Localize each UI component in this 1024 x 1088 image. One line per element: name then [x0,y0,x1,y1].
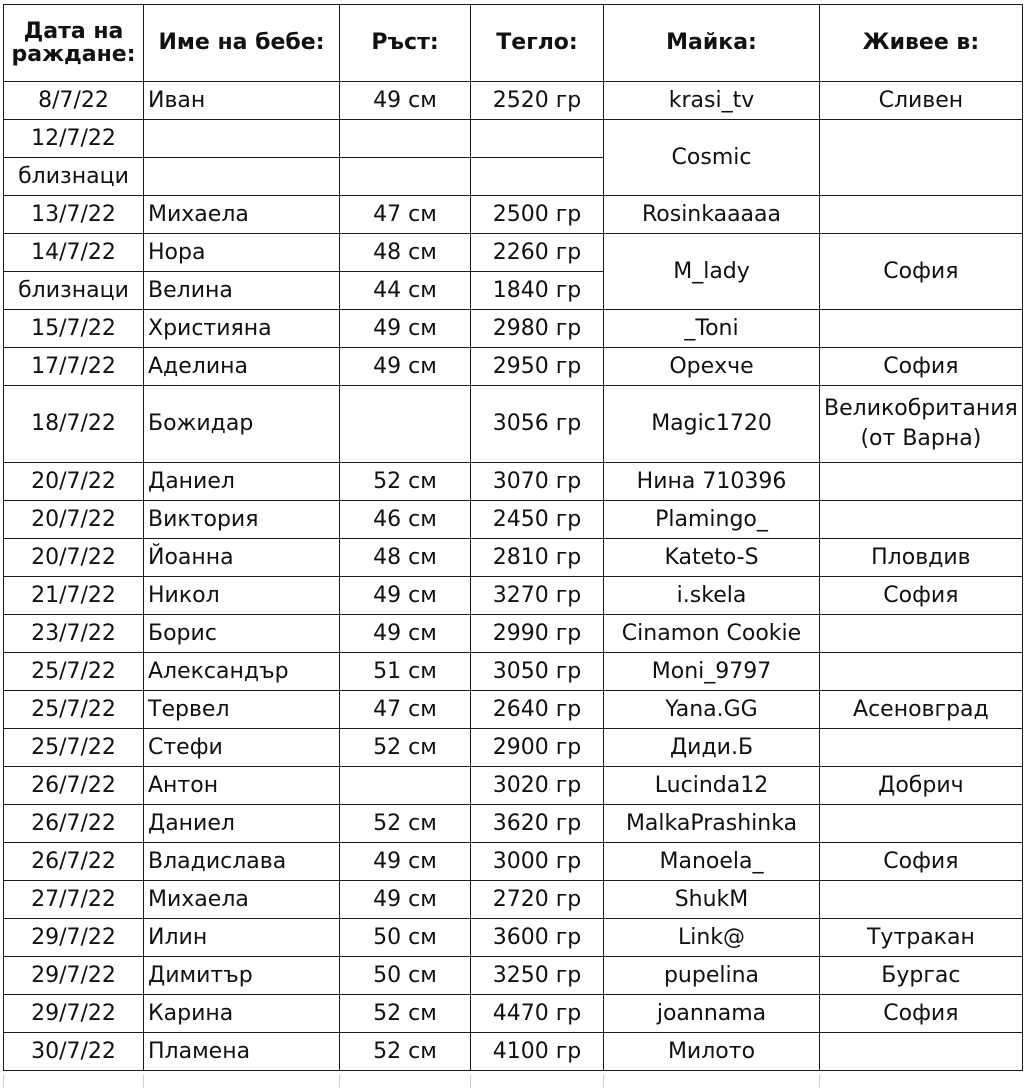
cell-weight[interactable]: 1840 гр [471,272,604,310]
cell-mother[interactable]: Нина 710396 [604,463,820,501]
cell-weight[interactable] [471,120,604,158]
cell-name[interactable]: Нора [144,234,340,272]
cell-mother[interactable]: Plamingo_ [604,501,820,539]
cell-city[interactable] [820,615,1023,653]
cell-name[interactable]: Владислава [144,843,340,881]
cell-height[interactable] [340,386,471,463]
cell-height[interactable]: 50 см [340,919,471,957]
table-row [4,995,1023,1033]
gridline [603,1075,604,1088]
cell-date[interactable]: близнаци [4,158,144,196]
cell-weight[interactable]: 3020 гр [471,767,604,805]
cell-city[interactable]: Тутракан [820,919,1023,957]
cell-weight[interactable]: 2720 гр [471,881,604,919]
cell-city-merged[interactable] [820,120,1023,196]
cell-weight[interactable]: 3250 гр [471,957,604,995]
cell-name[interactable]: Пламена [144,1033,340,1071]
gridline [143,1075,144,1088]
cell-city[interactable] [820,653,1023,691]
cell-city[interactable] [820,463,1023,501]
cell-height[interactable]: 52 см [340,729,471,767]
gridline [470,1075,471,1088]
cell-height[interactable]: 47 см [340,196,471,234]
cell-date[interactable]: 8/7/22 [4,82,144,120]
cell-height[interactable]: 49 см [340,577,471,615]
table-row [4,386,1023,463]
cell-name[interactable]: Виктория [144,501,340,539]
cell-weight[interactable]: 2260 гр [471,234,604,272]
cell-name[interactable]: Йоанна [144,539,340,577]
header-weight[interactable]: Тегло: [471,5,604,82]
cell-date[interactable]: 17/7/22 [4,348,144,386]
cell-date[interactable]: 13/7/22 [4,196,144,234]
table-row [4,729,1023,767]
table-row [4,653,1023,691]
cell-height[interactable]: 52 см [340,463,471,501]
cell-weight[interactable]: 2810 гр [471,539,604,577]
cell-weight[interactable]: 3050 гр [471,653,604,691]
cell-city[interactable]: Бургас [820,957,1023,995]
gridline [819,1075,820,1088]
cell-city[interactable]: Пловдив [820,539,1023,577]
cell-date[interactable]: 30/7/22 [4,1033,144,1071]
cell-date[interactable]: 26/7/22 [4,767,144,805]
table-row [4,196,1023,234]
cell-weight[interactable]: 4470 гр [471,995,604,1033]
cell-name[interactable] [144,120,340,158]
table-row [4,691,1023,729]
cell-city[interactable] [820,729,1023,767]
cell-name[interactable]: Никол [144,577,340,615]
table-row [4,82,1023,120]
cell-city[interactable]: Великобритания (от Варна) [820,386,1023,463]
cell-mother[interactable]: joannama [604,995,820,1033]
cell-height[interactable]: 52 см [340,1033,471,1071]
cell-name[interactable]: Михаела [144,196,340,234]
cell-weight[interactable]: 2990 гр [471,615,604,653]
cell-mother[interactable]: Rosinkaaaaa [604,196,820,234]
cell-date[interactable]: 25/7/22 [4,653,144,691]
cell-date[interactable]: 29/7/22 [4,995,144,1033]
cell-date[interactable]: 27/7/22 [4,881,144,919]
cell-height[interactable]: 49 см [340,82,471,120]
cell-height[interactable]: 49 см [340,348,471,386]
cell-mother[interactable]: pupelina [604,957,820,995]
cell-name[interactable]: Димитър [144,957,340,995]
cell-date[interactable]: 25/7/22 [4,729,144,767]
cell-date[interactable]: 20/7/22 [4,501,144,539]
table-row [4,501,1023,539]
table-row [4,539,1023,577]
cell-weight[interactable]: 2520 гр [471,82,604,120]
table-row [4,843,1023,881]
empty-grid-row [3,1075,1023,1088]
cell-date[interactable]: 20/7/22 [4,539,144,577]
cell-height[interactable]: 48 см [340,234,471,272]
cell-name[interactable]: Велина [144,272,340,310]
cell-date[interactable]: 20/7/22 [4,463,144,501]
cell-height[interactable]: 49 см [340,615,471,653]
cell-city[interactable]: Асеновград [820,691,1023,729]
cell-mother[interactable]: Link@ [604,919,820,957]
spreadsheet-grid [3,4,1023,1071]
cell-weight[interactable]: 4100 гр [471,1033,604,1071]
cell-name[interactable]: Християна [144,310,340,348]
cell-weight[interactable]: 3600 гр [471,919,604,957]
cell-weight[interactable]: 3056 гр [471,386,604,463]
cell-weight[interactable] [471,158,604,196]
cell-city[interactable] [820,1033,1023,1071]
cell-name[interactable]: Даниел [144,805,340,843]
cell-city[interactable]: София [820,348,1023,386]
cell-name[interactable]: Илин [144,919,340,957]
cell-height[interactable]: 46 см [340,501,471,539]
header-row [4,5,1023,82]
cell-weight[interactable]: 2950 гр [471,348,604,386]
cell-name[interactable]: Аделина [144,348,340,386]
cell-date[interactable]: 23/7/22 [4,615,144,653]
cell-name[interactable]: Борис [144,615,340,653]
gridline [3,1075,4,1088]
cell-name[interactable]: Карина [144,995,340,1033]
cell-date[interactable]: 29/7/22 [4,919,144,957]
cell-city[interactable]: София [820,843,1023,881]
cell-date[interactable]: 21/7/22 [4,577,144,615]
cell-mother[interactable]: Орехче [604,348,820,386]
cell-height[interactable]: 44 см [340,272,471,310]
table-row [4,577,1023,615]
gridline [339,1075,340,1088]
cell-city[interactable] [820,310,1023,348]
cell-mother[interactable]: _Toni [604,310,820,348]
cell-mother[interactable]: ShukM [604,881,820,919]
cell-date[interactable]: близнаци [4,272,144,310]
cell-mother[interactable]: Lucinda12 [604,767,820,805]
births-table [3,4,1023,1071]
cell-mother[interactable]: Moni_9797 [604,653,820,691]
header-city[interactable]: Живее в: [820,5,1023,82]
cell-city[interactable] [820,196,1023,234]
cell-height[interactable]: 52 см [340,995,471,1033]
cell-mother[interactable]: Диди.Б [604,729,820,767]
table-row [4,348,1023,386]
cell-mother[interactable]: Yana.GG [604,691,820,729]
cell-city[interactable] [820,881,1023,919]
cell-mother[interactable]: krasi_tv [604,82,820,120]
cell-date[interactable]: 18/7/22 [4,386,144,463]
cell-name[interactable]: Михаела [144,881,340,919]
table-row [4,767,1023,805]
cell-weight[interactable]: 3620 гр [471,805,604,843]
cell-name[interactable]: Стефи [144,729,340,767]
cell-mother[interactable]: Милото [604,1033,820,1071]
cell-height[interactable]: 47 см [340,691,471,729]
cell-weight[interactable]: 2980 гр [471,310,604,348]
table-row [4,463,1023,501]
cell-height[interactable]: 49 см [340,843,471,881]
table-row [4,919,1023,957]
cell-height[interactable]: 49 см [340,310,471,348]
cell-weight[interactable]: 3070 гр [471,463,604,501]
cell-date[interactable]: 25/7/22 [4,691,144,729]
cell-weight[interactable]: 3000 гр [471,843,604,881]
table-row [4,310,1023,348]
table-row [4,881,1023,919]
cell-name[interactable]: Тервел [144,691,340,729]
cell-weight[interactable]: 2450 гр [471,501,604,539]
cell-mother[interactable]: i.skela [604,577,820,615]
cell-city[interactable]: Добрич [820,767,1023,805]
cell-height[interactable] [340,158,471,196]
cell-height[interactable] [340,767,471,805]
table-row [4,1033,1023,1071]
cell-name[interactable] [144,158,340,196]
header-birth-date[interactable]: Дата на раждане: [4,5,144,82]
cell-mother[interactable]: Manoela_ [604,843,820,881]
header-baby-name[interactable]: Име на бебе: [144,5,340,82]
cell-height[interactable]: 49 см [340,881,471,919]
header-height[interactable]: Ръст: [340,5,471,82]
cell-name[interactable]: Божидар [144,386,340,463]
cell-weight[interactable]: 2900 гр [471,729,604,767]
cell-date[interactable]: 29/7/22 [4,957,144,995]
cell-date[interactable]: 26/7/22 [4,843,144,881]
table-row [4,615,1023,653]
cell-mother[interactable]: Magic1720 [604,386,820,463]
cell-city[interactable] [820,501,1023,539]
cell-city[interactable]: Сливен [820,82,1023,120]
header-mother[interactable]: Майка: [604,5,820,82]
cell-weight[interactable]: 2500 гр [471,196,604,234]
cell-mother-merged[interactable]: M_lady [604,234,820,310]
cell-name[interactable]: Даниел [144,463,340,501]
table-row [4,957,1023,995]
cell-city[interactable]: София [820,577,1023,615]
cell-city-merged[interactable]: София [820,234,1023,310]
cell-city[interactable] [820,805,1023,843]
cell-mother[interactable]: MalkaPrashinka [604,805,820,843]
cell-name[interactable]: Антон [144,767,340,805]
cell-height[interactable]: 48 см [340,539,471,577]
cell-height[interactable]: 51 см [340,653,471,691]
cell-date[interactable]: 14/7/22 [4,234,144,272]
cell-date[interactable]: 26/7/22 [4,805,144,843]
cell-date[interactable]: 15/7/22 [4,310,144,348]
cell-weight[interactable]: 2640 гр [471,691,604,729]
cell-date[interactable]: 12/7/22 [4,120,144,158]
table-row [4,120,1023,158]
table-row [4,234,1023,272]
cell-height[interactable]: 50 см [340,957,471,995]
table-row [4,805,1023,843]
cell-height[interactable] [340,120,471,158]
cell-mother[interactable]: Cinamon Cookie [604,615,820,653]
cell-mother-merged[interactable]: Cosmic [604,120,820,196]
cell-height[interactable]: 52 см [340,805,471,843]
cell-weight[interactable]: 3270 гр [471,577,604,615]
cell-city[interactable]: София [820,995,1023,1033]
cell-mother[interactable]: Kateto-S [604,539,820,577]
cell-name[interactable]: Иван [144,82,340,120]
cell-name[interactable]: Александър [144,653,340,691]
